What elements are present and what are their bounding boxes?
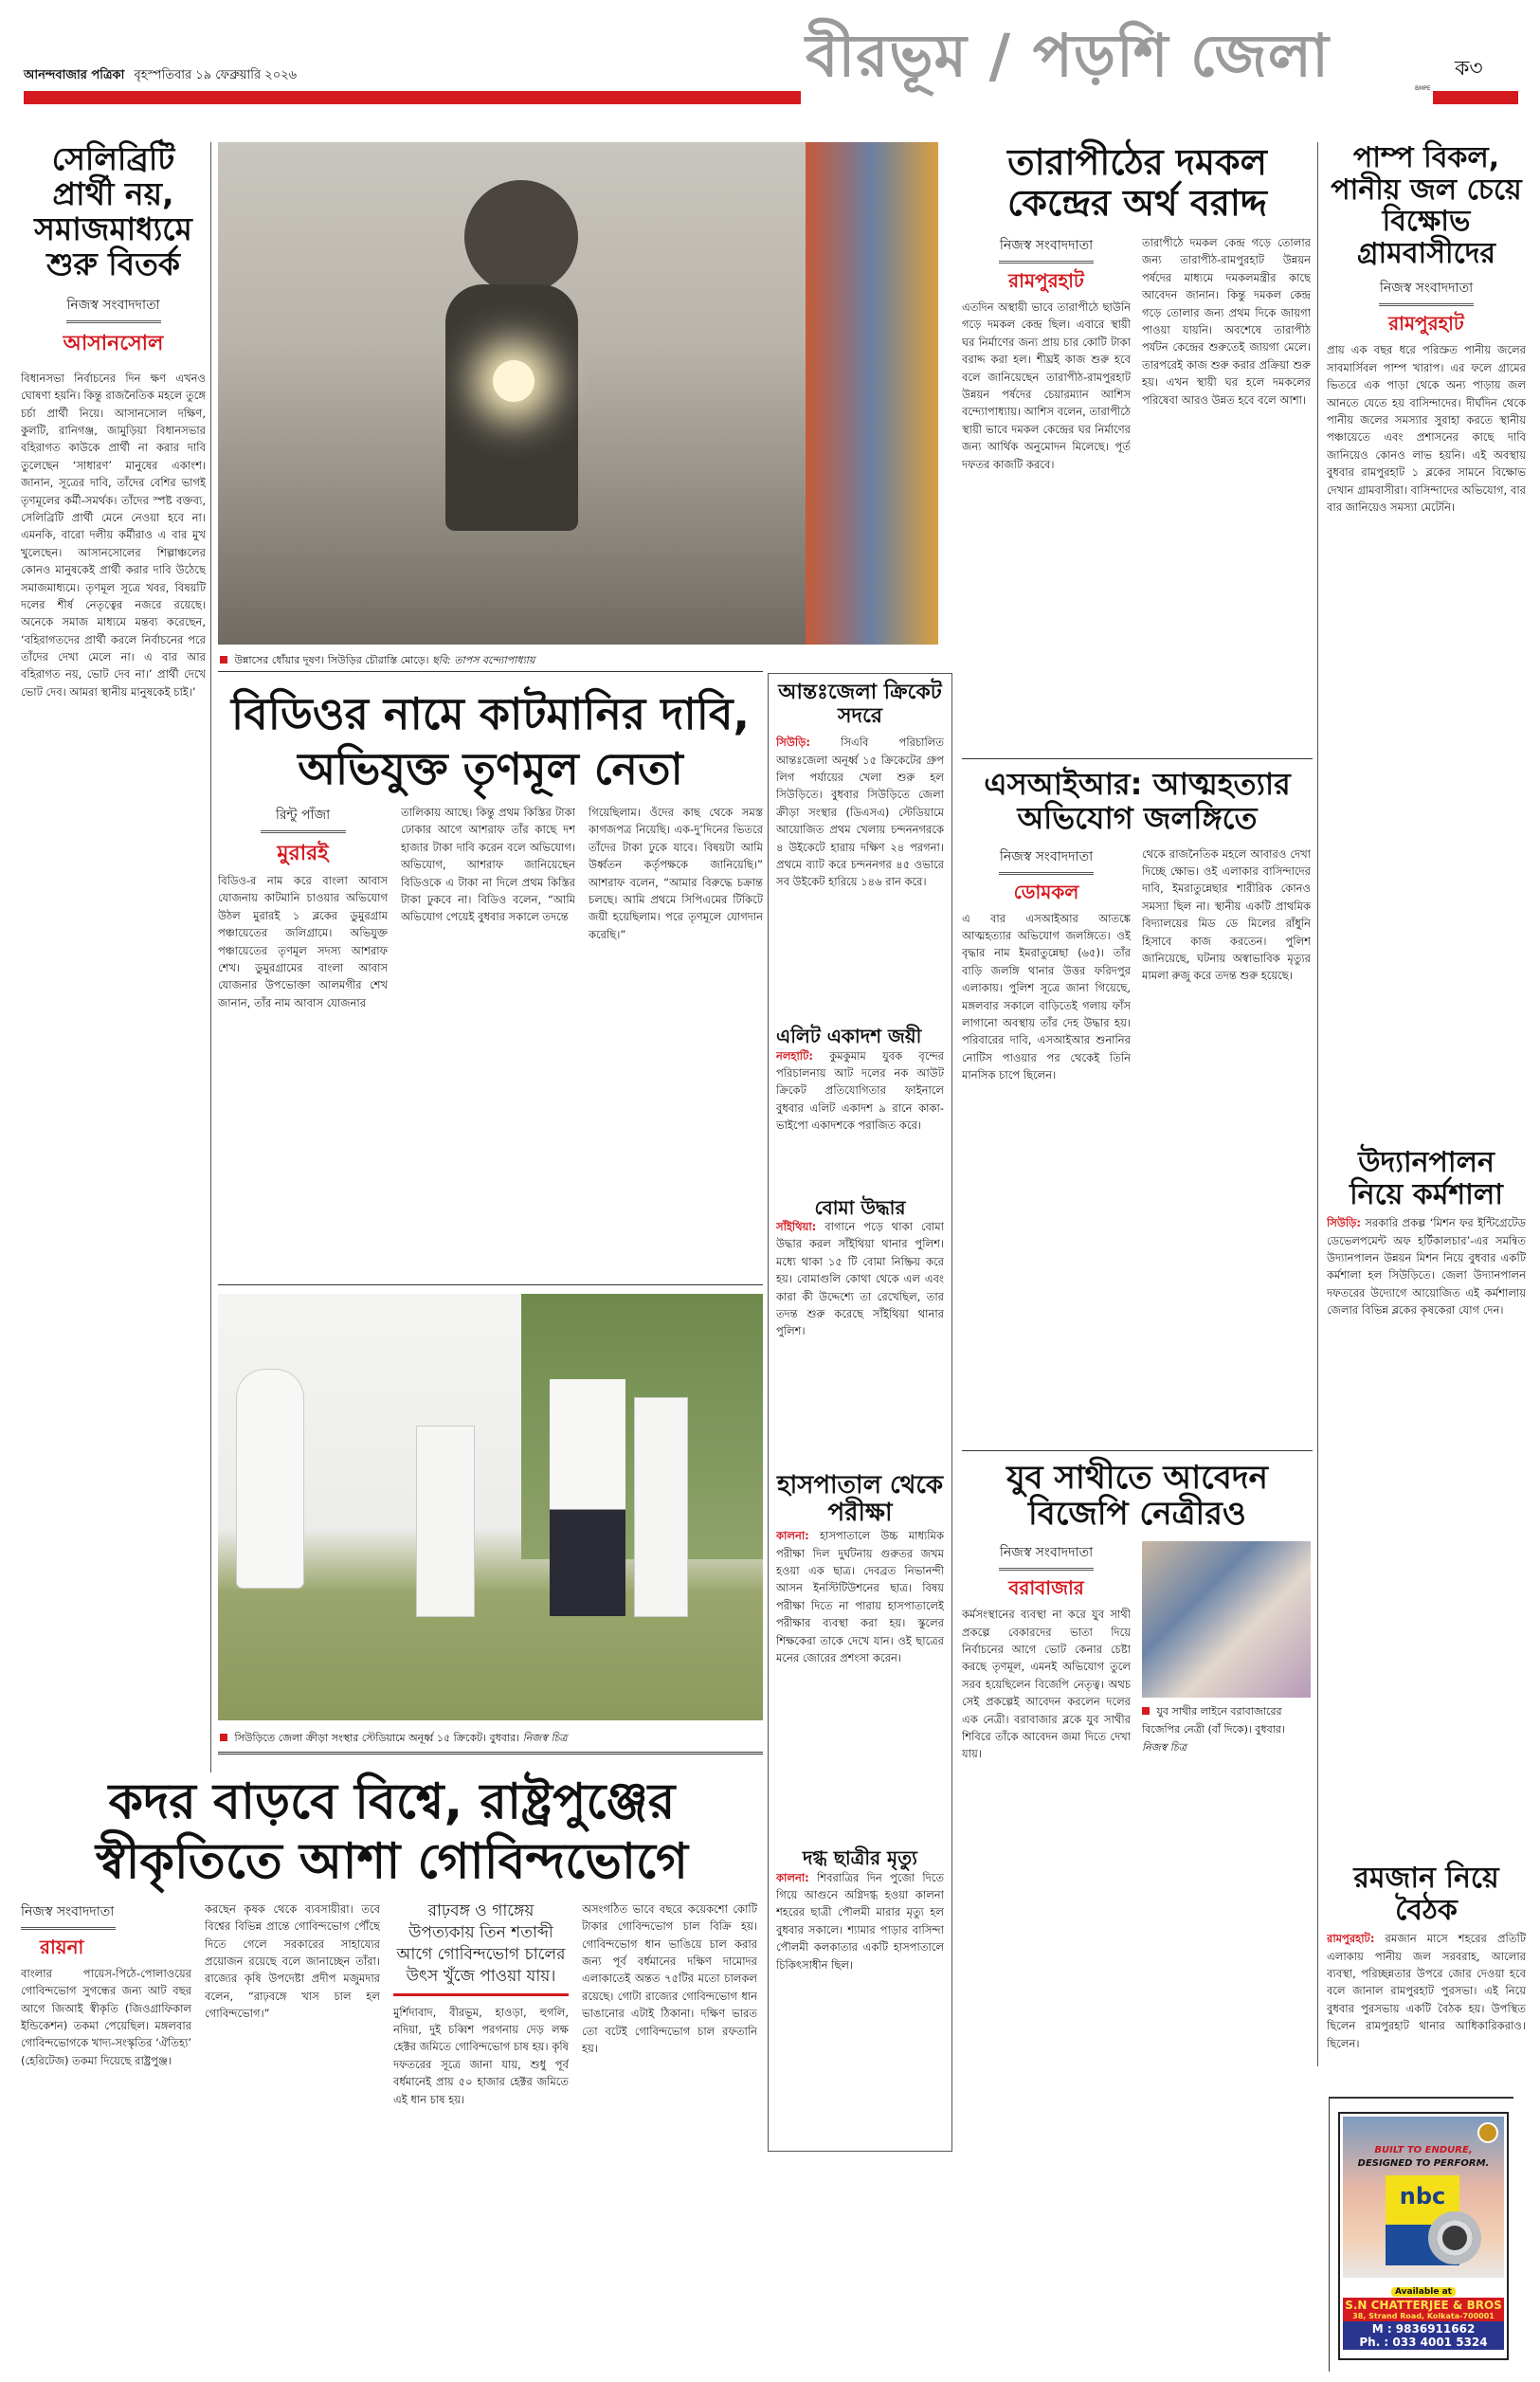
caption-text: সিউড়িতে জেলা ক্রীড়া সংস্থার স্টেডিয়ামে অনূর্ধ্ব ১৫ ক্রিকেট। বুধবার। [234, 1732, 520, 1744]
caption-text: উন্নাসের ধোঁয়ার দূষণ। সিউড়ির চৌরাস্তি মোড়ে। [234, 654, 429, 666]
nbc-brand: nbc [1399, 2183, 1446, 2209]
article-columns [962, 234, 1313, 746]
ad-mobile[interactable]: M : 9836911662 [1371, 2322, 1476, 2336]
photo-umpire [550, 1379, 625, 1616]
article-column-1 [962, 234, 1131, 746]
section-title: বীরভূম / পড়শি জেলা [806, 21, 1330, 90]
caption-text: যুব সাথীর লাইনে বরাবাজারের বিজেপির নেত্রী (বাঁ দিকে)। বুধবার। [1142, 1705, 1285, 1736]
pull-quote: রাঢ়বঙ্গ ও গাঙ্গেয় উপত্যকায় তিন শতাব্দী আগে গোবিন্দভোগ চালের উৎস খুঁজে পাওয়া যায়। [393, 1900, 569, 1996]
advertisement-nbc[interactable] [1338, 2112, 1509, 2360]
photo-rider-figure [464, 180, 578, 294]
article-body: সিএবি পরিচালিত আন্তঃজেলা অনূর্ধ্ব ১৫ ক্রিকেটের গ্রুপ লিগ পর্যায়ের খেলা শুরু হল সিউড়িতে। বুধবার সিউড়িতে জেলা ক্রীড়া সংস্থার (ডিএসএ) স্টেডিয়ামে আয়োজিত প্রথম খেলায় চন্দননগরকে ৪ উইকেটে হারায় দক্ষিণ ২৪ পরগনা। প্রথমে ব্যাট করে চন্দননগর ৪৫ ওভারে সব উইকেট হারিয়ে ১৪৬ রান করে। [776, 736, 944, 889]
article-body: হাসপাতালে উচ্চ মাধ্যমিক পরীক্ষা দিল দুর্ঘটনায় গুরুতর জখম হওয়া এক ছাত্র। দেবব্রত নিভানন্দী আসন ইনস্টিটিউশনের ছাত্র। বিষয় পরীক্ষা দিতে না পারায় হাসপাতালেই পরীক্ষার ব্যবস্থা করা হয়। স্কুলের শিক্ষকেরা তাকে দেখে যান। ওই ছাত্রের মনের জোরের প্রশংসা করেন। [776, 1529, 944, 1664]
article-column-1 [21, 1900, 191, 2346]
article-body: এ বার এসআইআর আতঙ্কে আত্মহত্যার অভিযোগ জলঙ্গিতে। ওই বৃদ্ধার নাম ইমরাতুন্নেছা (৬৫)। তাঁর বাড়ি জলঙ্গি থানার উত্তর ফরিদপুর এলাকায়। পুলিশ সূত্রে জানা গিয়েছে, মঙ্গলবার সকালে বাড়িতেই গলায় ফাঁস লাগানো অবস্থায় তাঁর দেহ উদ্ধার হয়। পরিবারের দাবি, এসআইআর শুনানির নোটিস পাওয়ার পর থেকেই তিনি মানসিক চাপে ছিলেন। [962, 911, 1131, 1082]
photo-batsman-non-striker [237, 1370, 303, 1588]
article-ramzan [1327, 1863, 1526, 2072]
dateline-lead: কালনা: [776, 1870, 809, 1884]
issue-date: বৃহস্পতিবার ১৯ ফেব্রুয়ারি ২০২৬ [134, 68, 298, 82]
article-tarapith [962, 142, 1313, 746]
photo-yuva-sathi-camp [1142, 1541, 1311, 1698]
article-column-4: অসংগঠিত ভাবে বছরে কয়েকশো কোটি টাকার গোবিন্দভোগ চাল বিক্রি হয়। গোবিন্দভোগ ধান ভাঙিয়ে চাল করার জন্য পূর্ব বর্ধমানের দক্ষিণ দামোদর এলাকাতেই অন্তত ৭৫টির মতো চালকল রয়েছে। গোটা রাজ্যের গোবিন্দভোগ ধান ভাঙানোর এটাই ঠিকানা। দক্ষিণ ভারত তো বটেই গোবিন্দভোগ চাল রফতানি হয়। [582, 1901, 757, 2055]
dateline: মুরারই [277, 842, 329, 865]
article-column-3: গিয়েছিলাম। ওঁদের কাছ থেকে সমস্ত কাগজপত্র নিয়েছি। এক-দু’দিনের ভিতরে তাঁদের টাকা ঢুকে যাবে। বিষয়টা আমি উর্ধ্বতন কর্তৃপক্ষকে জানিয়েছি।” আশরাফ বলেন, “আমার বিরুদ্ধে চক্রান্ত চলছে। আমি প্রথমে সিপিএমের টিকিটে জয়ী হয়েছিলাম। পরে তৃণমূলে যোগদান করেছি।” [589, 806, 763, 941]
sports-briefs-box [768, 673, 952, 2152]
article-yuva-sathi [962, 1460, 1313, 2307]
article-column-2: তারাপীঠে দমকল কেন্দ্র গড়ে তোলার জন্য তারাপীঠ-রামপুরহাট উন্নয়ন পর্ষদের মাধ্যমে দমকলমন্ত্রীর কাছে আবেদন জানান। কিন্তু দমকল কেন্দ্র গড়ে তোলার জন্য প্রথম দিকে জায়গা পাওয়া যায়নি। অবশেষে তারাপীঠ পর্যটন কেন্দ্রের শুরুতেই জায়গা মেলে। তারপরেই কাজ শুরু করার প্রক্রিয়া শুরু হয়। এখন স্থায়ী ঘর হলে দমকলের পরিষেবা আরও উন্নত হবে বলে আশা। [1142, 236, 1311, 407]
dateline: রামপুরহাট [1008, 269, 1084, 293]
section-divider [218, 671, 763, 672]
article-body: কুমকুমাম যুবক বৃন্দের পরিচালনায় আট দলের নক আউট ক্রিকেট প্রতিযোগিতার ফাইনালে বুধবার এলিট একাদশ ৯ রানে কাকা-ভাইপো একাদশকে পরাজিত করে। [776, 1048, 944, 1133]
caption-credit: ছবি: তাপস বন্দ্যোপাধ্যায় [432, 654, 535, 666]
article-student-death [776, 1869, 944, 2097]
article-hospital [776, 1527, 944, 1840]
article-gobindobhog [21, 1773, 763, 2346]
photo-batsman [417, 1427, 474, 1616]
ball-bearing-icon [1428, 2211, 1481, 2264]
section-divider [962, 1450, 1313, 1451]
byline: নিজস্ব সংবাদদাতা [999, 238, 1094, 254]
article-horticulture [1327, 1147, 1526, 1821]
column-rule [210, 142, 211, 1773]
article-column-2 [1142, 1541, 1311, 2307]
article-interdistrict [776, 734, 944, 1018]
headline-elite: এলিট একাদশ জয়ী [776, 1025, 922, 1048]
byline: নিজস্ব সংবাদদাতা [1379, 281, 1474, 297]
header-red-bar-left [24, 91, 801, 104]
article-columns [962, 1541, 1313, 2307]
article-body: এতদিন অস্থায়ী ভাবে তারাপীঠে ছাউনি গড়ে দমকল কেন্দ্র ছিল। এবারে স্থায়ী ঘর নির্মাণের জন্য প্রায় চার কোটি টাকা বরাদ্দ করা হল। শীঘ্রই কাজ শুরু হবে বলে জানিয়েছেন তারাপীঠ-রামপুরহাট উন্নয়ন পর্ষদের চেয়ারম্যান আশিস বন্দ্যোপাধ্যায়। আশিস বলেন, তারাপীঠে স্থায়ী ভাবে দমকল কেন্দ্রের ঘর নির্মাণের জন্য আর্থিক অনুমোদন মিলেছে। পূর্ত দফতর কাজটি করবে। [962, 300, 1131, 471]
article-body: কর্মসংস্থানের ব্যবস্থা না করে যুব সাথী প্রকল্পে বেকারদের ভাতা দিয়ে নির্বাচনের আগে ভোট কেনার চেষ্টা করছে তৃণমূল, এমনই অভিযোগ তুলে সরব হয়েছিলেন বিজেপি নেতৃত্ব। অথচ সেই প্রকল্পেই আবেদন করলেন দলের এক নেত্রী। বরাবাজার ব্লকে যুব সাথীর শিবিরে তাঁকে আবেদন জমা দিতে দেখা যায়। [962, 1608, 1131, 1761]
caption-square-icon [1142, 1707, 1150, 1715]
ad-contact-block [1343, 2321, 1504, 2350]
dateline-lead: সিউড়ি: [776, 736, 810, 750]
headline: তারাপীঠের দমকল কেন্দ্রের অর্থ বরাদ্দ [1006, 141, 1268, 224]
masthead-dateline [24, 66, 297, 86]
article-body: বিধানসভা নির্বাচনের দিন ক্ষণ এখনও ঘোষণা হয়নি। কিন্তু রাজনৈতিক মহলে তুঙ্গে চর্চা প্রার্থী নিয়ে। আসানসোল দক্ষিণ, কুলটি, রানিগঞ্জ, জামুড়িয়া বিধানসভার বহিরাগত কাউকে প্রার্থী না করার দাবি তুলেছেন ‘সাধারণ’ মানুষের একাংশ। জানান, সূত্রের দাবি, তাঁদের বেশির ভাগই তৃণমূলের কর্মী-সমর্থক। তাঁদের স্পষ্ট বক্তব্য, সেলিব্রিটি প্রার্থী মেনে নেওয়া হবে না। এমনকি, বারো দলীয় কর্মীরাও এ বার মুখ খুলেছেন। আসানসোলের শিল্পাঞ্চলের কোনও মানুষকেই প্রার্থী করার দাবি উঠেছে সমাজমাধ্যমে। তৃণমূল সূত্রে খবর, বিষয়টি দলের শীর্ষ নেতৃত্বের নজরে রয়েছে। অনেকে সমাজ মাধ্যমে মন্তব্য করেছেন, ‘বহিরাগতদের প্রার্থী করলে নির্বাচনের পরে তাঁদের দেখা মেলে না। এ বার আর বহিরাগত নয়, ভোট দেব না।’ প্রার্থী দেখে ভোট দেব। আমরা স্থানীয় মানুষকেই চাই।’ [21, 371, 206, 699]
article-body: সরকারি প্রকল্প ‘মিশন ফর ইন্টিগ্রেটেড ডেভেলপমেন্ট অফ হর্টিকালচার’-এর সমন্বিত উদ্যানপালন উন্নয়ন মিশন নিয়ে বুধবার একটি কর্মশালা হল সিউড়িতে। জেলা উদ্যানপালন দফতরের উদ্যোগে আয়োজিত এই কর্মশালায় জেলার বিভিন্ন ব্লকের কৃষকেরা যোগ দেন। [1327, 1216, 1526, 1318]
caption-yuva-photo [1142, 1703, 1311, 1757]
headline-hospital: হাসপাতাল থেকে পরীক্ষা [776, 1471, 944, 1528]
byline: নিজস্ব সংবাদদাতা [999, 848, 1094, 864]
byline: নিজস্ব সংবাদদাতা [999, 1545, 1094, 1561]
headline: বিডিওর নামে কাটমানির দাবি, অভিযুক্ত তৃণমূল নেতা [231, 688, 750, 794]
ad-phone[interactable]: Ph. : 033 4001 5324 [1359, 2336, 1488, 2349]
dateline: রামপুরহাট [1388, 312, 1464, 336]
page-number: ক৩ [1455, 57, 1483, 81]
byline: রিন্টু পাঁজা [275, 808, 331, 823]
caption-square-icon [220, 1734, 227, 1741]
ad-dealer-block [1343, 2298, 1504, 2321]
article-body: বাংলার পায়েস-পিঠে-পোলাওয়ের গোবিন্দভোগ সুগন্ধের জন্য আট বছর আগে জিআই স্বীকৃতি (জিওগ্রাফিকাল ইন্ডিকেশন) তকমা পেয়েছিল। মঙ্গলবার গোবিন্দভোগকে খাদ্য-সংস্কৃতির ‘ঐতিহ্য’ (হেরিটেজ) তকমা দিয়েছে রাষ্ট্রপুঞ্জ। [21, 1966, 191, 2067]
article-body: প্রায় এক বছর ধরে পরিস্রুত পানীয় জলের সাবমার্সিবল পাম্প খারাপ। এর ফলে গ্রামের ভিতরে এক পাড়া থেকে অন্য পাড়ায় জল আনতে যেতে হয় বাসিন্দাদের। দীর্ঘদিন থেকে পানীয় জলের সমস্যার সুরাহা করতে স্থানীয় পঞ্চায়েতে এবং প্রশাসনের কাছে দাবি জানিয়েও কোনও লাভ হয়নি। এই অবস্থায় বুধবার রামপুরহাট ১ ব্লকের সামনে বিক্ষোভ দেখান গ্রামবাসীরা। বাসিন্দাদের অভিযোগ, বার বার জানিয়েও সমস্যা মেটেনি। [1327, 343, 1526, 514]
caption-cricket-photo [220, 1730, 765, 1748]
caption-fog-photo [220, 652, 940, 670]
article-columns [962, 846, 1313, 1424]
article-body-wrap [1327, 1214, 1526, 1821]
article-elite [776, 1047, 944, 1190]
section-divider [962, 758, 1313, 759]
column-rule [1317, 142, 1318, 2066]
byline: নিজস্ব সংবাদদাতা [21, 1903, 115, 1919]
photo-fog-motorcycle [218, 142, 938, 645]
byline-rule [999, 1568, 1094, 1571]
section-divider [218, 1752, 763, 1755]
photo-motorcycle [445, 284, 578, 531]
photo-cricket-match [218, 1294, 763, 1720]
ad-dealer-name: S.N CHATTERJEE & BROS [1345, 2299, 1502, 2312]
dateline-lead: কালনা: [776, 1529, 809, 1543]
article-column-1 [962, 846, 1131, 1424]
article-column-1 [962, 1541, 1131, 2307]
article-body: মুর্শিদাবাদ, বীরভূম, হাওড়া, হুগলি, নদিয়া, দুই চব্বিশ পরগনায় দেড় লক্ষ হেক্টর জমিতে গোবিন্দভোগ চাষ হয়। কৃষি দফতরের সূত্রে জানা যায়, শুধু পূর্ব বর্ধমানেই প্রায় ৫০ হাজার হেক্টর জমিতে এই ধান চাষ হয়। [393, 2005, 569, 2106]
article-bomb [776, 1218, 944, 1464]
headline-bomb: বোমা উদ্ধার [814, 1195, 906, 1219]
byline: নিজস্ব সংবাদদাতা [66, 297, 160, 313]
headline-student-death: দগ্ধ ছাত্রীর মৃত্যু [803, 1846, 917, 1870]
dateline-lead: সিউড়ি: [1327, 1216, 1361, 1230]
dateline-lead: নলহাটি: [776, 1048, 813, 1063]
photo-bowler [635, 1398, 687, 1616]
headline: রমজান নিয়ে বৈঠক [1353, 1862, 1499, 1927]
ad-tagline-2: DESIGNED TO PERFORM. [1357, 2158, 1490, 2169]
caption-credit: নিজস্ব চিত্র [1142, 1741, 1187, 1755]
ad-available-at: Available at [1391, 2287, 1456, 2297]
ad-dealer-address: 38, Strand Road, Kolkata-700001 [1352, 2312, 1495, 2320]
byline-rule [21, 1927, 116, 1930]
article-pump [1327, 142, 1526, 1090]
ad-banner [1343, 2117, 1504, 2278]
header-red-bar-right [1433, 91, 1518, 104]
article-celebrity [21, 142, 206, 1697]
article-column-2: তালিকায় আছে। কিন্তু প্রথম কিস্তির টাকা ঢোকার আগে আশরাফ তাঁর কাছে দশ হাজার টাকা দাবি করেন বলে অভিযোগ। অভিযোগ, আশরাফ জানিয়েছেন বিডিওকে এ টাকা না দিলে প্রথম কিস্তির টাকা ঢুকবে না। বিডিও বলেন, “আমি অভিযোগ পেয়েই বুধবার সকালে তদন্তে [401, 806, 575, 924]
dateline: ডোমকল [1013, 880, 1079, 903]
byline-rule [999, 872, 1094, 875]
section-divider [218, 1284, 763, 1285]
article-column-2: থেকে রাজনৈতিক মহলে আবারও দেখা দিচ্ছে ক্ষোভ। ওই এলাকার বাসিন্দাদের দাবি, ইমরাতুন্নেছার শারীরিক কোনও সমস্যা ছিল না। স্থানীয় একটি প্রাথমিক বিদ্যালয়ের মিড ডে মিলের রাঁধুনি হিসাবে কাজ করতেন। পুলিশ জানিয়েছে, ঘটনায় অস্বাভাবিক মৃত্যুর মামলা রুজু করে তদন্ত শুরু হয়েছে। [1142, 846, 1311, 983]
article-body: রমজান মাসে শহরের প্রতিটি এলাকায় পানীয় জল সরবরাহ, আলোর ব্যবস্থা, পরিচ্ছন্নতার উপরে জোর দেওয়া হবে বলে জানাল রামপুরহাট পুরসভা। এই নিয়ে বুধবার পুরসভায় একটি বৈঠক হয়। উপস্থিত ছিলেন রামপুরহাট থানার আধিকারিকরাও। ছিলেন। [1327, 1932, 1526, 2050]
article-bdo [218, 687, 763, 1183]
article-body: শিবরাত্রির দিন পুজো দিতে গিয়ে আগুনে অগ্নিদগ্ধ হওয়া কালনা শহরের ছাত্রী পৌলমী মারার মৃত্যু হল বুধবার সকালে। শ্যামার পাড়ার বাসিন্দা পৌলমী কলকাতার একটি হাসপাতালে চিকিৎসাধীন ছিল। [776, 1870, 944, 1972]
article-body-wrap [1327, 1930, 1526, 2072]
headline: উদ্যানপালন নিয়ে কর্মশালা [1350, 1146, 1503, 1211]
headline: সেলিব্রিটি প্রার্থী নয়, সমাজমাধ্যমে শুরু বিতর্ক [34, 140, 192, 282]
dateline-lead: রামপুরহাট: [1327, 1932, 1375, 1946]
byline-rule [999, 261, 1094, 264]
article-column-1 [218, 804, 388, 1183]
article-body: বাগানে পড়ে থাকা বোমা উদ্ধার করল সাঁইথিয়া থানার পুলিশ। মধ্যে থাকা ১৫ টি বোমা নিষ্ক্রিয় করে হয়। বোমাগুলি কোথা থেকে এল এবং কারা কী উদ্দেশ্যে তা রেখেছিল, তার তদন্ত শুরু করেছে সাঁইথিয়া থানার পুলিশ। [776, 1220, 944, 1338]
headline: পাম্প বিকল, পানীয় জল চেয়ে বিক্ষোভ গ্রামবাসীদের [1331, 141, 1522, 270]
headline-interdistrict: আন্তঃজেলা ক্রিকেট সদরে [778, 681, 942, 728]
byline-rule [66, 320, 161, 323]
article-columns [218, 804, 763, 1183]
headline: কদর বাড়বে বিশ্বে, রাষ্ট্রপুঞ্জের স্বীকৃতিতে আশা গোবিন্দভোগে [96, 1773, 688, 1891]
headline: যুব সাথীতে আবেদন বিজেপি নেত্রীরও [1006, 1459, 1268, 1534]
article-column-3 [393, 1900, 569, 2346]
article-body: বিডিও-র নাম করে বাংলা আবাস যোজনায় কাটমানি চাওয়ার অভিযোগ উঠল মুরারই ১ ব্লকের ডুমুরগ্রাম পঞ্চায়েতের জলিগ্রামে। অভিযুক্ত পঞ্চায়েতের তৃণমূল সদস্য আশরাফ শেখ। ডুমুরগ্রামের বাংলা আবাস যোজনার উপভোক্তা আলমগীর শেখ জানান, তাঁর নাম আবাস যোজনার [218, 874, 389, 1009]
paper-name: আনন্দবাজার পত্রিকা [24, 68, 125, 82]
dateline: বরাবাজার [1008, 1576, 1084, 1600]
dateline-lead: সাঁইথিয়া: [776, 1220, 817, 1234]
photo-stall-decorations [806, 142, 938, 645]
photo-headlight [493, 360, 534, 402]
article-columns [21, 1900, 763, 2346]
headline: এসআইআর: আত্মহত্যার অভিযোগ জলঙ্গিতে [984, 766, 1291, 836]
ad-available-at-wrap [1343, 2280, 1504, 2298]
dateline: রায়না [40, 1935, 84, 1958]
edition-code: BMPE [1415, 85, 1431, 92]
ad-tagline-1: BUILT TO ENDURE, [1374, 2145, 1473, 2155]
caption-square-icon [220, 656, 227, 664]
article-sir [962, 768, 1313, 1424]
article-column-2: করছেন কৃষক থেকে ব্যবসায়ীরা। তবে বিশ্বের বিভিন্ন প্রান্তে গোবিন্দভোগ পৌঁছে দিতে গেলে সরকারের সাহায্যের প্রয়োজন রয়েছে বলে জানাচ্ছেন তাঁরা। রাজ্যের কৃষি উপদেষ্টা প্রদীপ মজুমদার বলেন, “রাঢ়বঙ্গে খাস চাল হল গোবিন্দভোগ।” [205, 1901, 380, 2021]
dateline: আসানসোল [63, 331, 164, 355]
byline-rule [261, 830, 346, 833]
byline-rule [1379, 303, 1474, 306]
caption-credit: নিজস্ব চিত্র [522, 1732, 568, 1744]
dealer-seal-icon [1477, 2122, 1498, 2143]
